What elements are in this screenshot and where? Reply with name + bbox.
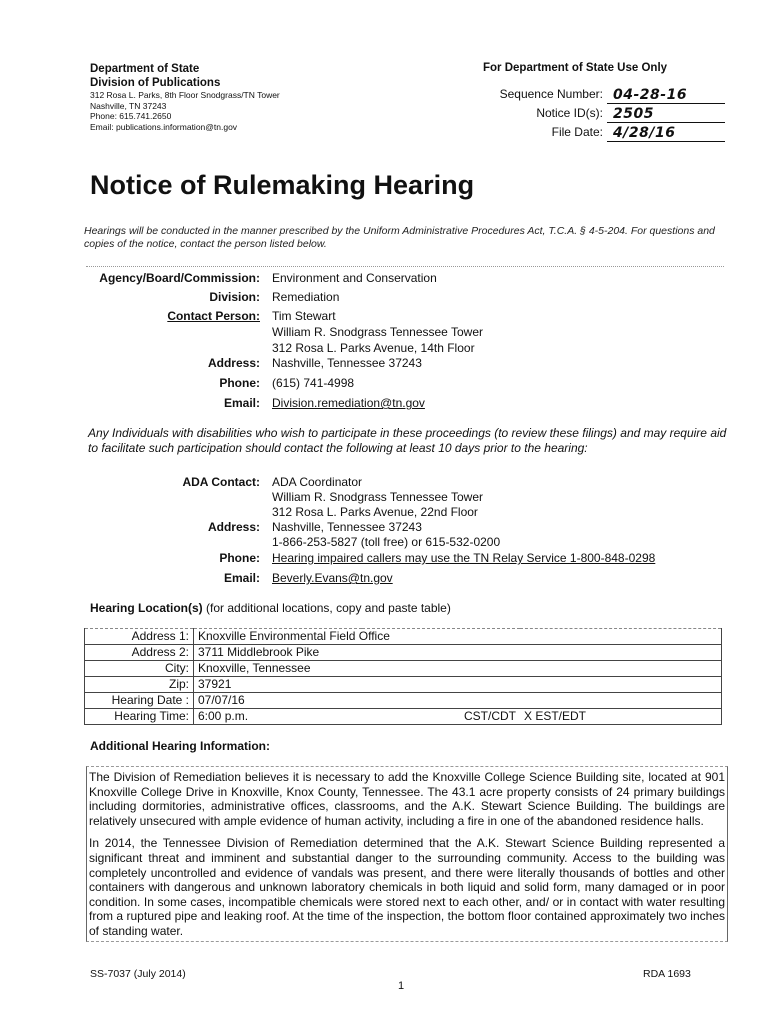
intro-text: Hearings will be conducted in the manner prescribed by the Uniform Administrative Procedures Act, T.C.A. § 4-5-204. For questions and copies of the notice, contact the person listed below. <box>84 225 715 250</box>
loc-label: Address 2: <box>85 645 194 661</box>
ada-email-row <box>60 571 260 586</box>
ada-phone-row <box>60 551 260 566</box>
sequence-value: 04-28-16 <box>607 87 725 104</box>
hearing-location-heading: Hearing Location(s) <box>90 601 203 615</box>
state-use-block <box>483 62 723 141</box>
contact-row <box>60 309 260 324</box>
ada-addr-line2: 312 Rosa L. Parks Avenue, 22nd Floor <box>272 505 478 519</box>
ada-email-link[interactable]: Beverly.Evans@tn.gov <box>272 571 393 585</box>
phone-label: Phone: <box>219 376 260 390</box>
additional-info-title: Additional Hearing Information: <box>90 739 270 753</box>
hearing-location-note: (for additional locations, copy and paste table) <box>206 601 451 615</box>
division-value: Remediation <box>272 290 340 304</box>
phone-row <box>60 376 260 391</box>
loc-value: Knoxville Environmental Field Office <box>194 629 722 645</box>
loc-label: Hearing Date : <box>85 693 194 709</box>
hearing-location-title <box>90 601 451 615</box>
notice-id-value: 2505 <box>607 106 725 123</box>
address-value: Nashville, Tennessee 37243 <box>272 356 422 370</box>
table-row <box>85 645 722 661</box>
agency-value: Environment and Conservation <box>272 271 437 285</box>
ada-phone-line1: 1-866-253-5827 (toll free) or 615-532-0200 <box>272 535 501 549</box>
phone-value: (615) 741-4998 <box>272 376 355 390</box>
loc-value: Knoxville, Tennessee <box>194 661 722 677</box>
loc-value: 37921 <box>194 677 722 693</box>
contact-addr-line2: 312 Rosa L. Parks Avenue, 14th Floor <box>272 341 475 355</box>
file-date-value: 4/28/16 <box>607 125 725 142</box>
ada-contact-label: ADA Contact: <box>182 475 260 489</box>
ada-phone-label: Phone: <box>219 551 260 565</box>
state-use-title: For Department of State Use Only <box>483 62 668 74</box>
loc-value: 07/07/16 <box>194 693 722 709</box>
ada-addr-line1: William R. Snodgrass Tennessee Tower <box>272 490 483 504</box>
notice-id-label: Notice ID(s): <box>536 106 603 120</box>
contact-label: Contact Person: <box>167 309 260 323</box>
cst-option: CST/CDT <box>362 709 520 725</box>
loc-label: Zip: <box>85 677 194 693</box>
ada-address-row <box>60 520 260 535</box>
time-label: Hearing Time: <box>85 709 194 725</box>
additional-info-box <box>86 766 728 942</box>
rda-number: RDA 1693 <box>643 968 691 980</box>
ada-email-label: Email: <box>223 571 260 585</box>
loc-label: Address 1: <box>85 629 194 645</box>
loc-value: 3711 Middlebrook Pike <box>194 645 722 661</box>
separator-dots <box>86 266 724 267</box>
file-date-row <box>483 125 723 141</box>
time-value: 6:00 p.m. <box>194 709 363 725</box>
address-row <box>60 356 260 371</box>
email-label: Email: <box>223 396 260 410</box>
contact-value: Tim Stewart <box>272 309 336 323</box>
pub-phone: Phone: 615.741.2650 <box>90 111 172 121</box>
address-label: Address: <box>207 356 260 370</box>
ada-note: Any Individuals with disabilities who wish to participate in these proceedings (to review these filings) and may require aid to facilitate such participation should contact the following at least 10 days prior to the hearing: <box>88 426 727 455</box>
pub-address-1: 312 Rosa L. Parks, 8th Floor Snodgrass/TN Tower <box>90 90 280 100</box>
est-option: X EST/EDT <box>520 709 722 725</box>
dept-name: Department of State <box>90 63 200 75</box>
table-row <box>85 629 722 645</box>
pub-email: Email: publications.information@tn.gov <box>90 121 238 132</box>
ada-address-value: Nashville, Tennessee 37243 <box>272 520 422 534</box>
agency-row <box>60 271 260 286</box>
notice-id-row <box>483 106 723 122</box>
division-name: Division of Publications <box>90 77 221 89</box>
page-title: Notice of Rulemaking Hearing <box>90 170 475 200</box>
table-row <box>85 661 722 677</box>
agency-label: Agency/Board/Commission: <box>99 271 260 285</box>
additional-paragraph-1: The Division of Remediation believes it is necessary to add the Knoxville College Science Building site, located at 901 Knoxville College Drive in Knoxville, Knox County, Tennessee. The 43.1 acre property consists of 24 primary buildings including dormitories, administrative offices, classrooms, and the A.K. Stewart Science Building. The buildings are relatively unsecured with ample evidence of human activity, including a fire in one of the abandoned residence halls. <box>89 770 725 828</box>
file-date-label: File Date: <box>551 125 603 139</box>
table-row <box>85 677 722 693</box>
division-row <box>60 290 260 305</box>
form-number: SS-7037 (July 2014) <box>90 968 186 980</box>
email-row <box>60 396 260 411</box>
contact-addr-line1: William R. Snodgrass Tennessee Tower <box>272 325 483 339</box>
hearing-location-table <box>84 628 722 725</box>
email-link[interactable]: Division.remediation@tn.gov <box>272 396 425 410</box>
sequence-row <box>483 87 723 103</box>
table-row <box>85 709 722 725</box>
division-label: Division: <box>209 290 260 304</box>
pub-address-2: Nashville, TN 37243 <box>90 100 167 111</box>
ada-address-label: Address: <box>207 520 260 534</box>
ada-contact-value: ADA Coordinator <box>272 475 363 489</box>
sequence-label: Sequence Number: <box>499 87 603 101</box>
ada-contact-row <box>60 475 260 490</box>
loc-label: City: <box>85 661 194 677</box>
publisher-block <box>90 62 280 132</box>
ada-phone-value: Hearing impaired callers may use the TN Relay Service 1-800-848-0298 <box>272 551 656 565</box>
table-row <box>85 693 722 709</box>
additional-paragraph-2: In 2014, the Tennessee Division of Remediation determined that the A.K. Stewart Science Building represented a significant threat and imminent and substantial danger to the surrounding community. Access to the building was completely uncontrolled and evidence of vandals was present, and there were literally thousands of bottles and other containers with dangerous and unknown laboratory chemicals in both liquid and solid form, many damaged or in poor condition. In some cases, incompatible chemicals were stored next to each other, and/ or in contact with water resulting from a ruptured pipe and leaking roof. At the time of the inspection, the bottom floor contained approximately two inches of standing water. <box>89 836 725 938</box>
page-number: 1 <box>398 980 405 992</box>
